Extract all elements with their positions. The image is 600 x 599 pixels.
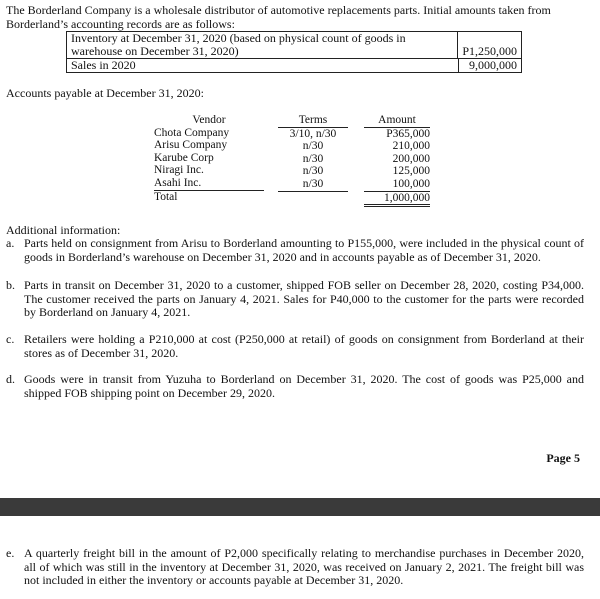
info-item-b xyxy=(6,279,584,320)
amount-cell: P365,000 xyxy=(386,127,430,140)
info-item-a xyxy=(6,237,584,264)
vendor-cell: Niragi Inc. xyxy=(154,164,204,177)
terms-cell: n/30 xyxy=(278,178,348,192)
page-number: Page 5 xyxy=(546,451,580,465)
vendor-cell: Asahi Inc. xyxy=(154,177,264,191)
summary-table xyxy=(66,31,522,73)
info-item-d xyxy=(6,373,584,400)
vendor-cell: Arisu Company xyxy=(154,139,228,152)
amount-header: Amount xyxy=(364,114,430,128)
item-text: A quarterly freight bill in the amount of P2,000 specifically relating to merchandise purchases in December 2020, all of which was still in the inventory at December 31, 2020, was received on January 2, 2021. The freight bill was not included in either the inventory or accounts payable at December 31, 2020. xyxy=(24,546,584,587)
item-text: Retailers were holding a P210,000 at cost (P250,000 at retail) of goods on consignment from Borderland at their stores as of December 31, 2020. xyxy=(24,332,584,360)
item-text: Goods were in transit from Yuzuha to Borderland on December 31, 2020. The cost of goods was P25,000 and shipped FOB shipping point on December 29, 2020. xyxy=(24,372,584,400)
additional-info-title: Additional information: xyxy=(6,223,121,237)
amount-column xyxy=(364,114,430,207)
amount-cell: 200,000 xyxy=(392,152,430,165)
item-text: Parts held on consignment from Arisu to Borderland amounting to P155,000, were included in the physical count of goods in Borderland’s warehouse on December 31, 2020 and in accounts payable as of December 31, 2020. xyxy=(24,236,584,264)
item-letter: e. xyxy=(6,546,15,560)
terms-cell: n/30 xyxy=(302,140,324,153)
item-letter: d. xyxy=(6,372,15,386)
vendor-total-label: Total xyxy=(154,190,178,203)
item-text: Parts in transit on December 31, 2020 to a customer, shipped FOB seller on December 28, 2020, costing P34,000. The customer received the parts on January 4, 2021. Sales for P40,000 to the customer for the parts were recorded by Borderland on January 4, 2021. xyxy=(24,278,584,319)
amount-cell: 210,000 xyxy=(392,140,430,153)
terms-column xyxy=(278,114,348,192)
terms-cell: n/30 xyxy=(302,165,324,178)
item-letter: c. xyxy=(6,332,15,346)
terms-cell: n/30 xyxy=(302,152,324,165)
item-letter: b. xyxy=(6,278,15,292)
terms-cell: 3/10, n/30 xyxy=(289,127,337,140)
terms-header: Terms xyxy=(278,114,348,128)
vendor-cell: Chota Company xyxy=(154,126,230,139)
amount-cell: 100,000 xyxy=(364,178,430,192)
vendor-column xyxy=(154,114,264,203)
amount-cell: 125,000 xyxy=(392,165,430,178)
item-letter: a. xyxy=(6,236,15,250)
vendor-header: Vendor xyxy=(192,114,226,126)
intro-paragraph: The Borderland Company is a wholesale distributor of automotive replacements parts. Initial amounts taken from Borderland’s accounting records are as follows: xyxy=(6,3,551,31)
info-item-c xyxy=(6,333,584,360)
summary-value: 9,000,000 xyxy=(469,58,517,72)
summary-label: Inventory at December 31, 2020 (based on physical count of goods in warehouse on December 31, 2020) xyxy=(67,32,458,58)
vendor-cell: Karube Corp xyxy=(154,151,214,164)
summary-row-sales xyxy=(67,59,521,72)
summary-value: P1,250,000 xyxy=(462,44,517,58)
amount-total: 1,000,000 xyxy=(364,192,430,208)
summary-row-inventory xyxy=(67,32,521,59)
page-divider xyxy=(0,498,600,516)
accounts-payable-title: Accounts payable at December 31, 2020: xyxy=(6,86,204,100)
info-item-e xyxy=(6,547,584,588)
summary-label: Sales in 2020 xyxy=(67,59,459,72)
